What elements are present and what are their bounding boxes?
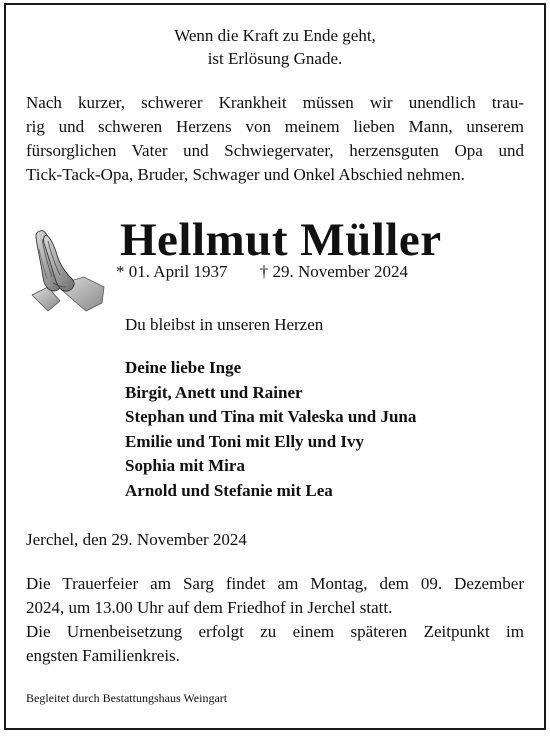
mourner-item: Sophia mit Mira <box>125 456 245 476</box>
life-dates <box>116 260 408 284</box>
mourner-item: Arnold und Stefanie mit Lea <box>125 480 333 500</box>
service-line: engsten Familienkreis. <box>26 646 180 665</box>
intro-line: rig und schweren Herzens von meinem lieben Mann, unserem <box>26 117 524 136</box>
verse <box>6 24 544 70</box>
service-line: Die Trauerfeier am Sarg findet am Montag, dem 09. Dezember <box>26 574 524 593</box>
verse-line-2: ist Erlösung Gnade. <box>207 49 343 68</box>
death-date: † 29. November 2024 <box>259 262 408 281</box>
intro-line: fürsorglichen Vater und Schwiegervater, herzensguten Opa und <box>26 141 524 160</box>
intro-paragraph <box>26 91 524 187</box>
funeral-home-credit: Begleitet durch Bestattungshaus Weingart <box>26 691 228 705</box>
intro-line: Nach kurzer, schwerer Krankheit müssen wir unendlich trau- <box>26 93 524 112</box>
deceased-name: Hellmut Müller <box>120 214 442 266</box>
mourner-item: Stephan und Tina mit Valeska und Juna <box>125 407 417 427</box>
service-line: 2024, um 13.00 Uhr auf dem Friedhof in Jerchel statt. <box>26 598 393 617</box>
obituary-notice <box>4 3 546 730</box>
farewell-line: Du bleibst in unseren Herzen <box>125 315 324 334</box>
intro-line: Tick-Tack-Opa, Bruder, Schwager und Onkel Abschied nehmen. <box>26 165 465 184</box>
mourner-item: Birgit, Anett und Rainer <box>125 382 303 402</box>
place-date: Jerchel, den 29. November 2024 <box>26 530 247 549</box>
verse-line-1: Wenn die Kraft zu Ende geht, <box>174 26 376 45</box>
praying-hands-icon <box>26 225 108 317</box>
mourners-list <box>125 356 416 504</box>
service-line: Die Urnenbeisetzung erfolgt zu einem späteren Zeitpunkt im <box>26 622 524 641</box>
service-paragraph <box>26 572 524 668</box>
mourner-item: Deine liebe Inge <box>125 358 242 377</box>
birth-date: * 01. April 1937 <box>116 262 228 281</box>
mourner-item: Emilie und Toni mit Elly und Ivy <box>125 431 365 451</box>
